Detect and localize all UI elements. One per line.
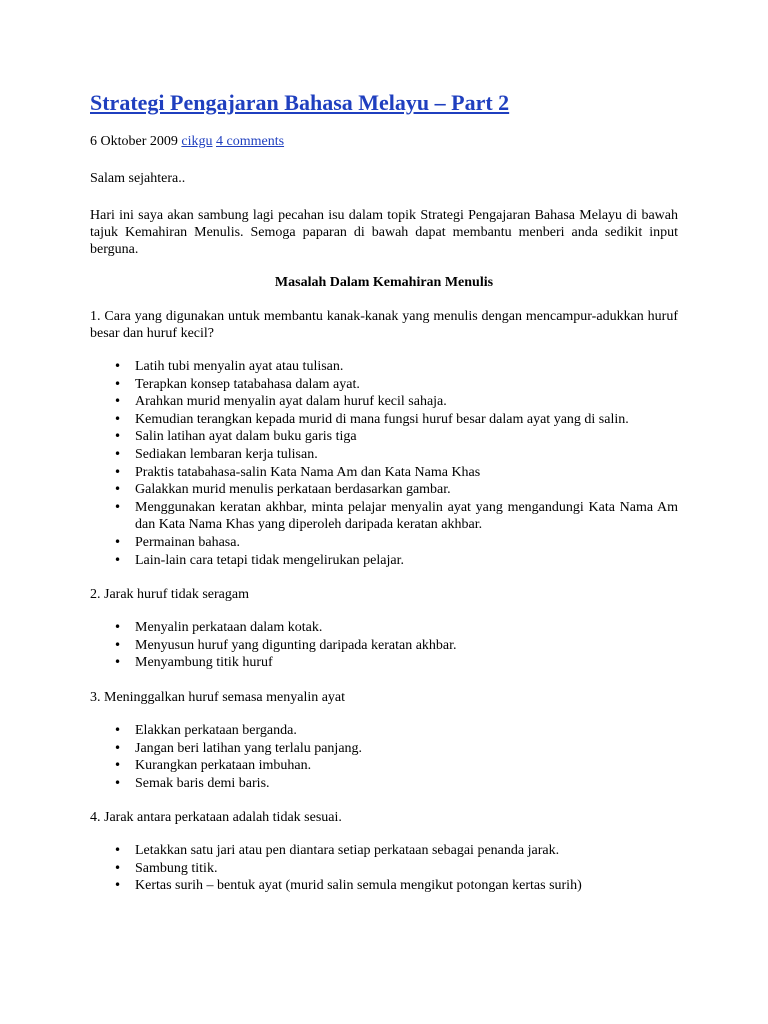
list-item-text: Letakkan satu jari atau pen diantara setiap perkataan sebagai penanda jarak. bbox=[135, 843, 560, 859]
bullet-list-4 bbox=[90, 842, 678, 895]
list-item-text: Lain-lain cara tetapi tidak mengelirukan pelajar. bbox=[135, 552, 404, 568]
list-item-text: Permainan bahasa. bbox=[135, 534, 240, 550]
section-heading: Masalah Dalam Kemahiran Menulis bbox=[274, 275, 494, 290]
list-item bbox=[114, 654, 678, 672]
list-item-text: Semak baris demi baris. bbox=[135, 775, 270, 791]
question-4: 4. Jarak antara perkataan adalah tidak sesuai. bbox=[90, 810, 342, 826]
list-item-text: Menggunakan keratan akhbar, minta pelajar menyalin ayat yang mengandungi Kata Nama Am dan Kata Nama Khas yang diperoleh daripada keratan akhbar. bbox=[135, 499, 678, 533]
list-item-text: Praktis tatabahasa-salin Kata Nama Am dan Kata Nama Khas bbox=[135, 464, 481, 480]
list-item-text: Menyusun huruf yang digunting daripada keratan akhbar. bbox=[135, 637, 457, 653]
list-item-text: Kertas surih – bentuk ayat (murid salin semula mengikut potongan kertas surih) bbox=[135, 878, 582, 894]
list-item bbox=[114, 757, 678, 775]
list-item bbox=[114, 446, 678, 464]
list-item bbox=[114, 358, 678, 376]
list-item-text: Salin latihan ayat dalam buku garis tiga bbox=[135, 429, 357, 445]
post-content bbox=[90, 86, 678, 895]
list-item bbox=[114, 411, 678, 429]
bullet-icon: • bbox=[114, 722, 122, 737]
bullet-icon: • bbox=[114, 843, 122, 858]
author-link[interactable]: cikgu bbox=[181, 134, 213, 149]
list-item-text: Latih tubi menyalin ayat atau tulisan. bbox=[135, 359, 344, 374]
bullet-icon: • bbox=[114, 637, 122, 652]
list-item-text: Menyambung titik huruf bbox=[135, 655, 273, 671]
bullet-icon: • bbox=[114, 411, 122, 426]
list-item bbox=[114, 376, 678, 394]
list-item bbox=[114, 499, 678, 534]
bullet-icon: • bbox=[114, 446, 122, 461]
bullet-icon: • bbox=[114, 758, 122, 773]
bullet-list-2 bbox=[90, 619, 678, 672]
list-item bbox=[114, 860, 678, 878]
bullet-icon: • bbox=[114, 534, 122, 549]
list-item-text: Elakkan perkataan berganda. bbox=[135, 722, 297, 738]
post-meta bbox=[90, 133, 678, 150]
bullet-icon: • bbox=[114, 482, 122, 497]
bullet-icon: • bbox=[114, 394, 122, 409]
list-item bbox=[114, 393, 678, 411]
bullet-list-1 bbox=[90, 358, 678, 569]
list-item-text: Kemudian terangkan kepada murid di mana fungsi huruf besar dalam ayat yang di salin. bbox=[135, 411, 629, 427]
list-item bbox=[114, 877, 678, 895]
bullet-icon: • bbox=[114, 376, 122, 391]
list-item-text: Kurangkan perkataan imbuhan. bbox=[135, 758, 312, 774]
bullet-list-3 bbox=[90, 722, 678, 792]
list-item bbox=[114, 464, 678, 482]
intro-paragraph: Hari ini saya akan sambung lagi pecahan isu dalam topik Strategi Pengajaran Bahasa Melayu di bawah tajuk Kemahiran Menulis. Semoga paparan di bawah dapat membantu menberi anda sedikit input berguna. bbox=[90, 208, 678, 257]
bullet-icon: • bbox=[114, 464, 122, 479]
list-item-text: Galakkan murid menulis perkataan berdasarkan gambar. bbox=[135, 482, 451, 498]
question-3: 3. Meninggalkan huruf semasa menyalin ayat bbox=[90, 689, 346, 705]
list-item-text: Terapkan konsep tatabahasa dalam ayat. bbox=[135, 376, 360, 392]
bullet-icon: • bbox=[114, 429, 122, 444]
list-item bbox=[114, 428, 678, 446]
bullet-icon: • bbox=[114, 655, 122, 670]
list-item-text: Sambung titik. bbox=[135, 860, 218, 876]
question-1: 1. Cara yang digunakan untuk membantu kanak-kanak yang menulis dengan mencampur-adukkan huruf besar dan huruf kecil? bbox=[90, 309, 678, 341]
bullet-icon: • bbox=[114, 499, 122, 514]
list-item-text: Sediakan lembaran kerja tulisan. bbox=[135, 446, 318, 462]
list-item bbox=[114, 619, 678, 637]
list-item bbox=[114, 740, 678, 758]
bullet-icon: • bbox=[114, 740, 122, 755]
list-item bbox=[114, 722, 678, 740]
post-title bbox=[90, 86, 678, 120]
list-item-text: Menyalin perkataan dalam kotak. bbox=[135, 620, 323, 636]
bullet-icon: • bbox=[114, 860, 122, 875]
list-item bbox=[114, 842, 678, 860]
list-item-text: Arahkan murid menyalin ayat dalam huruf kecil sahaja. bbox=[135, 394, 447, 410]
question-2: 2. Jarak huruf tidak seragam bbox=[90, 587, 249, 603]
list-item bbox=[114, 637, 678, 655]
post-title-link[interactable]: Strategi Pengajaran Bahasa Melayu – Part 2 bbox=[90, 90, 510, 115]
post-date: 6 Oktober 2009 bbox=[90, 134, 178, 149]
comments-link[interactable]: 4 comments bbox=[216, 134, 285, 149]
bullet-icon: • bbox=[114, 552, 122, 567]
bullet-icon: • bbox=[114, 620, 122, 635]
bullet-icon: • bbox=[114, 775, 122, 790]
list-item bbox=[114, 775, 678, 793]
bullet-icon: • bbox=[114, 878, 122, 893]
list-item-text: Jangan beri latihan yang terlalu panjang. bbox=[135, 740, 363, 756]
list-item bbox=[114, 534, 678, 552]
greeting: Salam sejahtera.. bbox=[90, 171, 186, 186]
list-item bbox=[114, 552, 678, 570]
bullet-icon: • bbox=[114, 359, 122, 373]
list-item bbox=[114, 481, 678, 499]
